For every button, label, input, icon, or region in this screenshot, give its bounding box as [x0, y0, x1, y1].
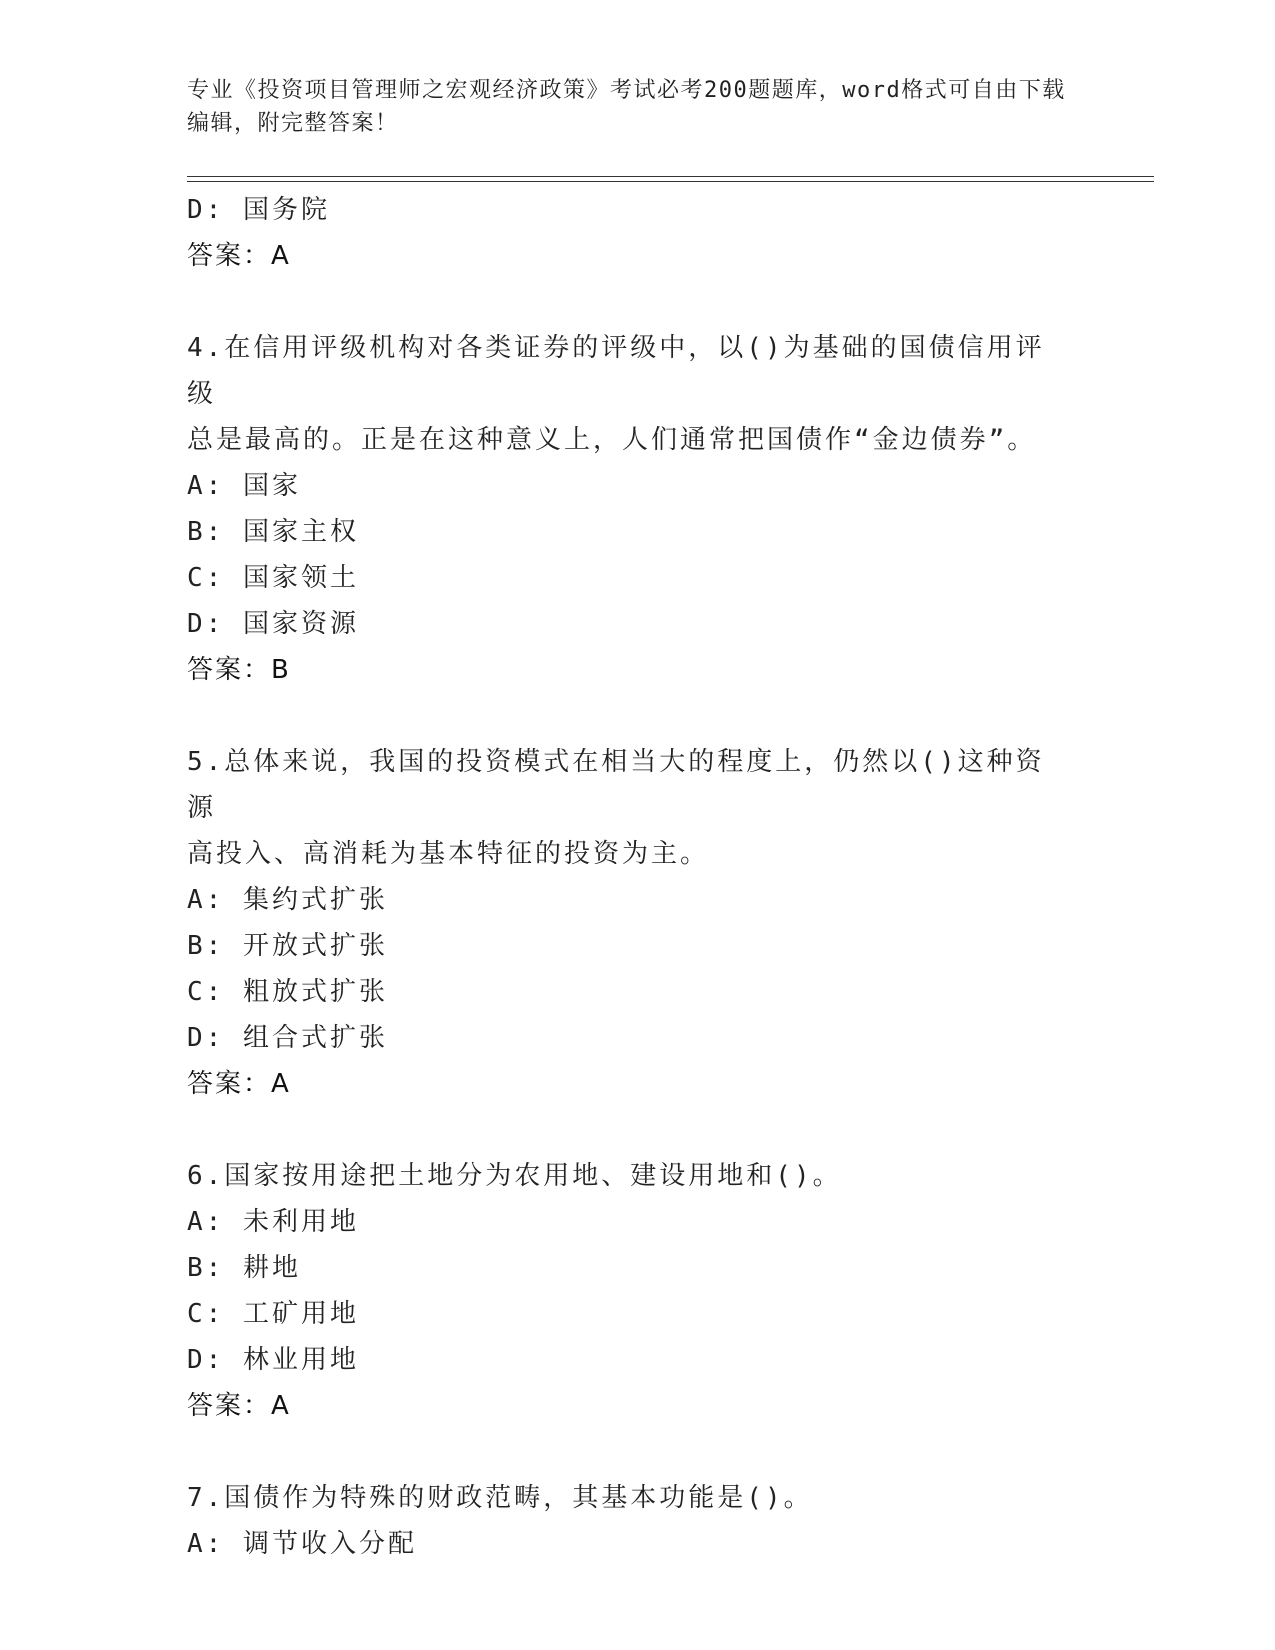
prev-option-d: D: 国务院: [187, 195, 330, 225]
spacer: [187, 279, 1087, 325]
question-6-answer: 答案：A: [187, 1391, 291, 1421]
question-4-option-c: C: 国家领土: [187, 563, 359, 593]
question-5-option-b: B: 开放式扩张: [187, 931, 388, 961]
question-4-option-d: D: 国家资源: [187, 609, 359, 639]
header-divider-bottom: [187, 181, 1154, 182]
question-4-option-b: B: 国家主权: [187, 517, 359, 547]
question-7-option-a: A: 调节收入分配: [187, 1529, 417, 1559]
question-6-line-1: 6.国家按用途把土地分为农用地、建设用地和()。: [187, 1161, 842, 1191]
question-4-line-1: 4.在信用评级机构对各类证券的评级中，以()为基础的国债信用评级: [187, 333, 1045, 409]
question-7-line-1: 7.国债作为特殊的财政范畴，其基本功能是()。: [187, 1483, 813, 1513]
question-5-option-c: C: 粗放式扩张: [187, 977, 388, 1007]
question-4-line-2: 总是最高的。正是在这种意义上，人们通常把国债作“金边债券”。: [187, 425, 1037, 455]
question-4-option-a: A: 国家: [187, 471, 301, 501]
document-header: 专业《投资项目管理师之宏观经济政策》考试必考200题题库，word格式可自由下载编辑，附完整答案！: [187, 78, 1066, 136]
question-5-option-a: A: 集约式扩张: [187, 885, 388, 915]
question-5-option-d: D: 组合式扩张: [187, 1023, 388, 1053]
question-6-option-a: A: 未利用地: [187, 1207, 359, 1237]
question-6-option-d: D: 林业用地: [187, 1345, 359, 1375]
header-divider-top: [187, 176, 1154, 177]
question-6-option-b: B: 耕地: [187, 1253, 301, 1283]
question-4-answer: 答案：B: [187, 655, 291, 685]
question-5-line-2: 高投入、高消耗为基本特征的投资为主。: [187, 839, 710, 869]
prev-answer: 答案：A: [187, 241, 291, 271]
question-5-line-1: 5.总体来说，我国的投资模式在相当大的程度上，仍然以()这种资源: [187, 747, 1045, 823]
question-6-option-c: C: 工矿用地: [187, 1299, 359, 1329]
spacer: [187, 1107, 1087, 1153]
spacer: [187, 693, 1087, 739]
question-list: [187, 187, 1087, 1567]
spacer: [187, 1429, 1087, 1475]
question-5-answer: 答案：A: [187, 1069, 291, 1099]
